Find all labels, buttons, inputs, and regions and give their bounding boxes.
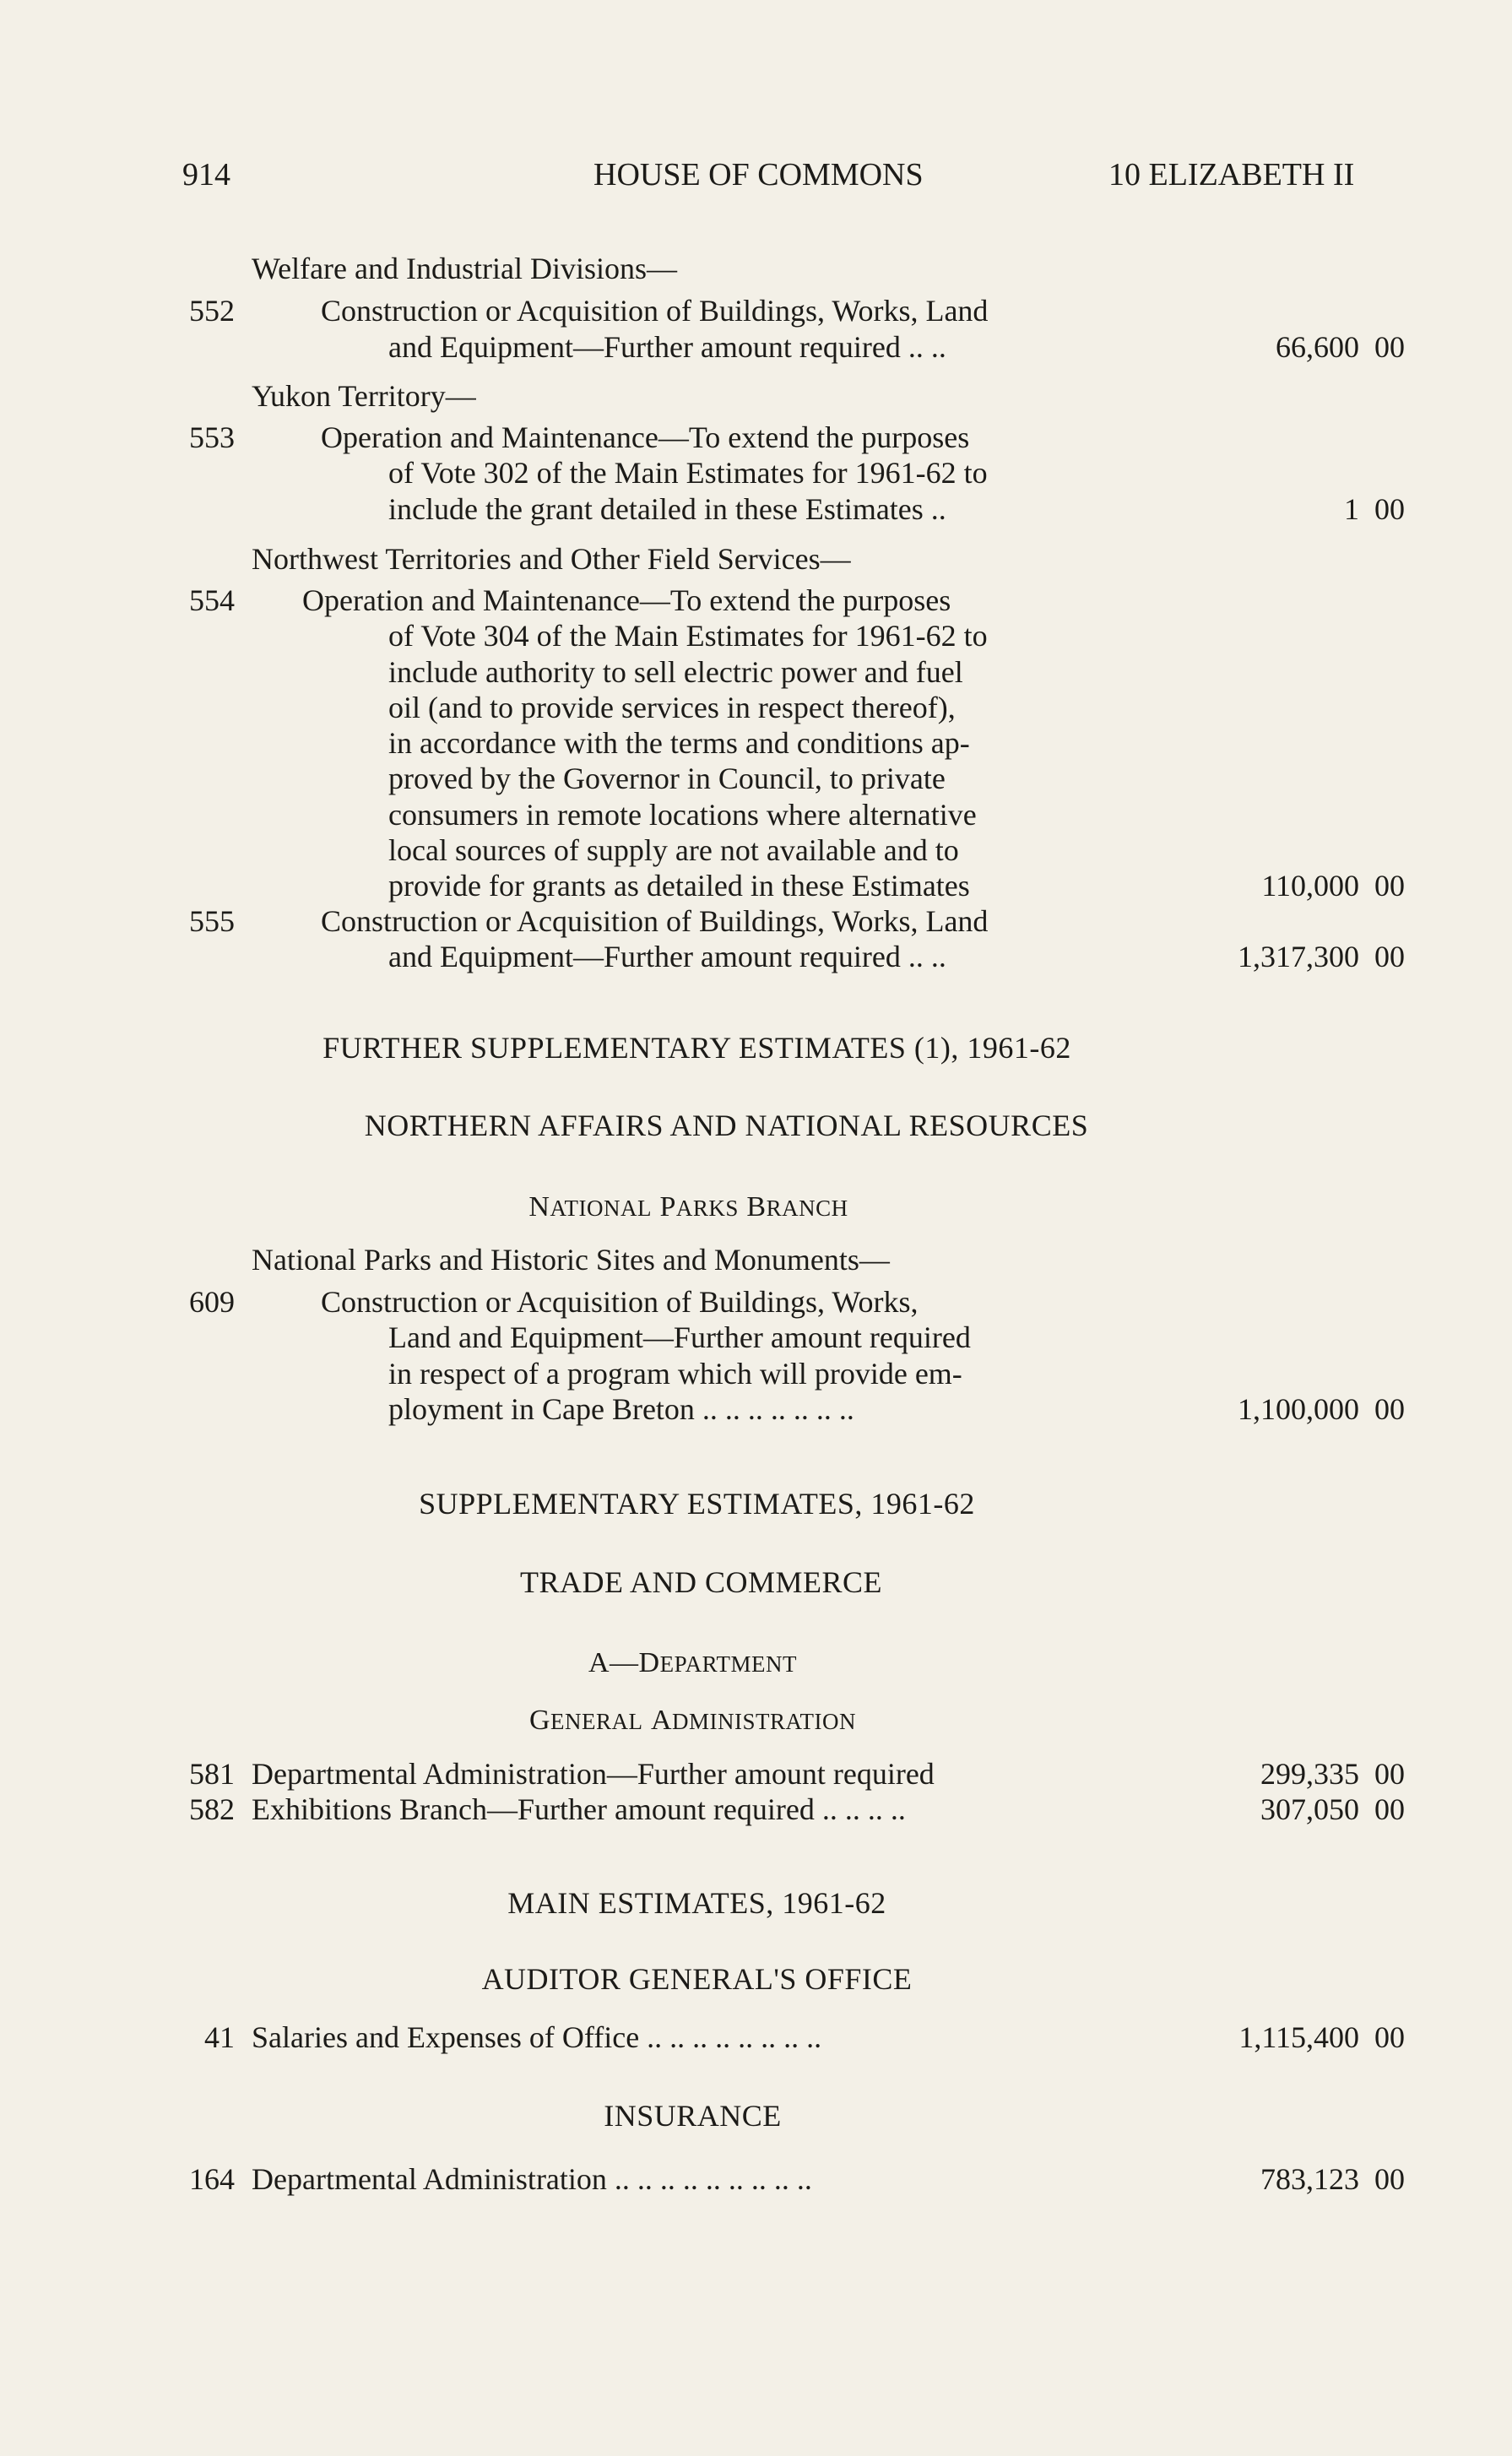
cents: 00 (1374, 2162, 1405, 2196)
item-text: Departmental Administration .. .. .. .. .. .. .. .. .. (252, 2162, 812, 2196)
running-title: HOUSE OF COMMONS (593, 157, 924, 192)
section-heading: Northwest Territories and Other Field Services— (252, 542, 851, 576)
vote-number: 41 (204, 2020, 235, 2054)
amount: 66,600 (1276, 330, 1359, 364)
section-heading: National Parks and Historic Sites and Monuments— (252, 1243, 890, 1277)
department-title: AUDITOR GENERAL'S OFFICE (481, 1962, 913, 1996)
cents: 00 (1374, 1392, 1405, 1426)
section-heading: Yukon Territory— (252, 379, 476, 413)
vote-number: 581 (189, 1757, 235, 1791)
vote-number: 552 (189, 294, 235, 328)
cents: 00 (1374, 1757, 1405, 1791)
cents: 00 (1374, 869, 1405, 903)
amount: 299,335 (1260, 1757, 1359, 1791)
estimates-title: SUPPLEMENTARY ESTIMATES, 1961-62 (419, 1487, 975, 1521)
item-text: Construction or Acquisition of Buildings, Works, (321, 1285, 919, 1319)
item-text: Construction or Acquisition of Buildings, Works, Land (321, 904, 989, 938)
item-text: local sources of supply are not available and to (388, 833, 959, 867)
amount: 1,317,300 (1238, 940, 1359, 973)
department-title: TRADE AND COMMERCE (519, 1565, 883, 1599)
branch-title: NATIONAL PARKS BRANCH (528, 1191, 848, 1223)
page-number: 914 (182, 157, 230, 192)
item-text: Operation and Maintenance—To extend the purposes (321, 420, 970, 454)
item-text: ployment in Cape Breton .. .. .. .. .. .. .. (388, 1392, 854, 1426)
cents: 00 (1374, 330, 1405, 364)
division-title: A—DEPARTMENT (588, 1647, 797, 1678)
item-text: of Vote 304 of the Main Estimates for 1961-62 to (388, 619, 988, 653)
item-text: oil (and to provide services in respect thereof), (388, 691, 956, 724)
item-text: include the grant detailed in these Estimates .. (388, 492, 946, 526)
item-text: Salaries and Expenses of Office .. .. .. .. .. .. .. .. (252, 2020, 822, 2054)
vote-number: 164 (189, 2162, 235, 2196)
session-label: 10 ELIZABETH II (1108, 157, 1355, 192)
item-text: and Equipment—Further amount required .. .. (388, 330, 946, 364)
department-title: INSURANCE (604, 2099, 782, 2133)
vote-number: 555 (189, 904, 235, 938)
item-text: Land and Equipment—Further amount required (388, 1320, 971, 1354)
cents: 00 (1374, 1792, 1405, 1826)
item-text: Departmental Administration—Further amount required (252, 1757, 935, 1791)
amount: 1,100,000 (1238, 1392, 1359, 1426)
vote-number: 582 (189, 1792, 235, 1826)
vote-number: 609 (189, 1285, 235, 1319)
cents: 00 (1374, 2020, 1405, 2054)
item-text: provide for grants as detailed in these Estimates (388, 869, 970, 903)
item-text: in accordance with the terms and conditions ap- (388, 726, 970, 760)
item-text: in respect of a program which will provide em- (388, 1357, 962, 1391)
item-text: Exhibitions Branch—Further amount required .. .. .. .. (252, 1792, 906, 1826)
amount: 307,050 (1260, 1792, 1359, 1826)
amount: 1 (1344, 492, 1359, 526)
estimates-title: FURTHER SUPPLEMENTARY ESTIMATES (1), 1961-62 (322, 1031, 1071, 1065)
vote-number: 553 (189, 420, 235, 454)
item-text: Operation and Maintenance—To extend the purposes (302, 583, 951, 617)
department-title: NORTHERN AFFAIRS AND NATIONAL RESOURCES (364, 1109, 1089, 1142)
administration-title: GENERAL ADMINISTRATION (528, 1705, 857, 1736)
vote-number: 554 (189, 583, 235, 617)
amount: 110,000 (1261, 869, 1359, 903)
cents: 00 (1374, 940, 1405, 973)
item-text: proved by the Governor in Council, to private (388, 762, 946, 795)
item-text: of Vote 302 of the Main Estimates for 1961-62 to (388, 456, 988, 490)
item-text: Construction or Acquisition of Buildings, Works, Land (321, 294, 989, 328)
item-text: consumers in remote locations where alternative (388, 798, 977, 832)
amount: 783,123 (1260, 2162, 1359, 2196)
amount: 1,115,400 (1238, 2020, 1359, 2054)
item-text: and Equipment—Further amount required .. .. (388, 940, 946, 973)
section-heading: Welfare and Industrial Divisions— (252, 252, 677, 285)
cents: 00 (1374, 492, 1405, 526)
estimates-title: MAIN ESTIMATES, 1961-62 (507, 1886, 886, 1920)
item-text: include authority to sell electric power and fuel (388, 655, 963, 689)
